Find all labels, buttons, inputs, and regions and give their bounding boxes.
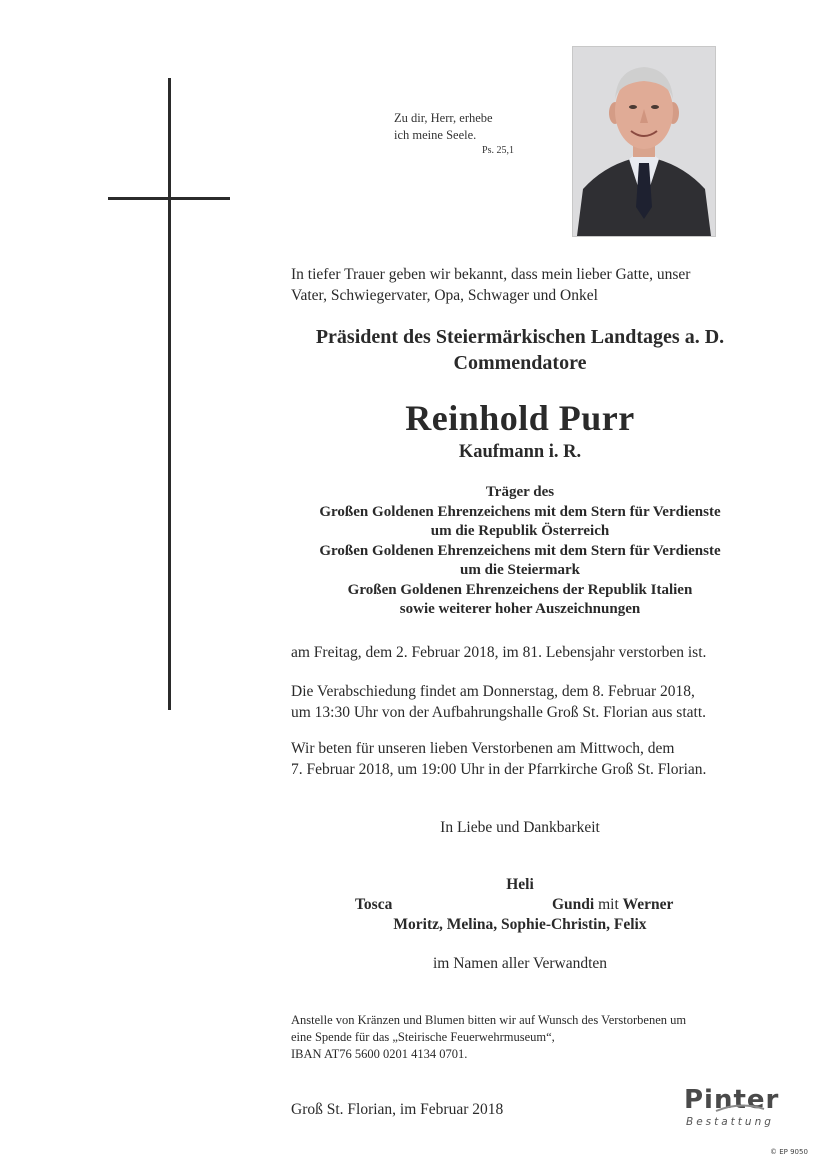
closing-phrase: In Liebe und Dankbarkeit: [440, 819, 600, 836]
family-child-2: Gundi: [552, 896, 595, 913]
family-wife: Heli: [506, 876, 534, 893]
donation-request: [291, 1012, 771, 1063]
psalm-reference: Ps. 25,1: [482, 145, 514, 156]
mass-info: [291, 739, 761, 780]
title-line-1: Präsident des Steiermärkischen Landtages a. D.: [315, 326, 725, 348]
place-and-date: Groß St. Florian, im Februar 2018: [291, 1101, 504, 1118]
family-child-1: Tosca: [355, 896, 393, 913]
mass-line-2: 7. Februar 2018, um 19:00 Uhr in der Pfarrkirche Groß St. Florian.: [291, 760, 707, 778]
psalm-verse: [394, 110, 514, 158]
intro-line-2: Vater, Schwiegervater, Opa, Schwager und Onkel: [291, 287, 598, 304]
official-titles: [260, 324, 780, 376]
honor-line: Träger des: [485, 484, 555, 500]
farewell-line-1: Die Verabschiedung findet am Donnerstag, dem 8. Februar 2018,: [291, 683, 695, 700]
honor-line: sowie weiterer hoher Auszeichnungen: [399, 601, 641, 617]
print-code: © EP 9050: [770, 1148, 808, 1156]
psalm-line-1: Zu dir, Herr, erhebe: [394, 111, 493, 125]
funeral-home-logo: [680, 1085, 790, 1133]
intro-line-1: In tiefer Trauer geben wir bekannt, dass mein lieber Gatte, unser: [291, 266, 691, 283]
deceased-profession: Kaufmann i. R.: [458, 442, 582, 462]
intro-text: [291, 264, 761, 306]
farewell-info: [291, 682, 761, 723]
portrait-photo: [572, 46, 716, 237]
deceased-name: Reinhold Purr: [405, 398, 635, 438]
honor-line: um die Republik Österreich: [430, 523, 610, 539]
family-child-2-group: [552, 895, 673, 915]
family-child-2-partner: Werner: [622, 896, 674, 913]
family-conjunction: mit: [598, 896, 619, 913]
honor-line: Großen Goldenen Ehrenzeichens mit dem Stern für Verdienste: [319, 542, 721, 559]
cross-horizontal-bar: [108, 197, 230, 200]
logo-swoosh-icon: [714, 1103, 766, 1115]
donation-line-1: Anstelle von Kränzen und Blumen bitten wir auf Wunsch des Verstorbenen um: [291, 1013, 687, 1027]
honor-line: Großen Goldenen Ehrenzeichens mit dem Stern für Verdienste: [319, 503, 721, 520]
psalm-line-2: ich meine Seele.: [394, 128, 477, 142]
portrait-illustration: [573, 47, 715, 236]
logo-subtitle: Bestattung: [686, 1116, 774, 1128]
honor-line: Großen Goldenen Ehrenzeichens der Republik Italien: [347, 581, 693, 598]
relatives-note: im Namen aller Verwandten: [432, 955, 608, 972]
donation-iban: IBAN AT76 5600 0201 4134 0701.: [291, 1047, 468, 1061]
family-grandchildren: Moritz, Melina, Sophie-Christin, Felix: [393, 916, 647, 933]
donation-line-2: eine Spende für das „Steirische Feuerwehrmuseum“,: [291, 1030, 555, 1044]
honors-list: [260, 483, 780, 620]
farewell-line-2: um 13:30 Uhr von der Aufbahrungshalle Groß St. Florian aus statt.: [291, 703, 707, 721]
cross-vertical-bar: [168, 78, 171, 710]
mass-line-1: Wir beten für unseren lieben Verstorbenen am Mittwoch, dem: [291, 740, 675, 757]
honor-line: um die Steiermark: [460, 562, 580, 578]
title-line-2: Commendatore: [453, 352, 587, 374]
death-date-text: am Freitag, dem 2. Februar 2018, im 81. Lebensjahr verstorben ist.: [291, 644, 707, 661]
logo-name: Pinter: [684, 1085, 780, 1115]
